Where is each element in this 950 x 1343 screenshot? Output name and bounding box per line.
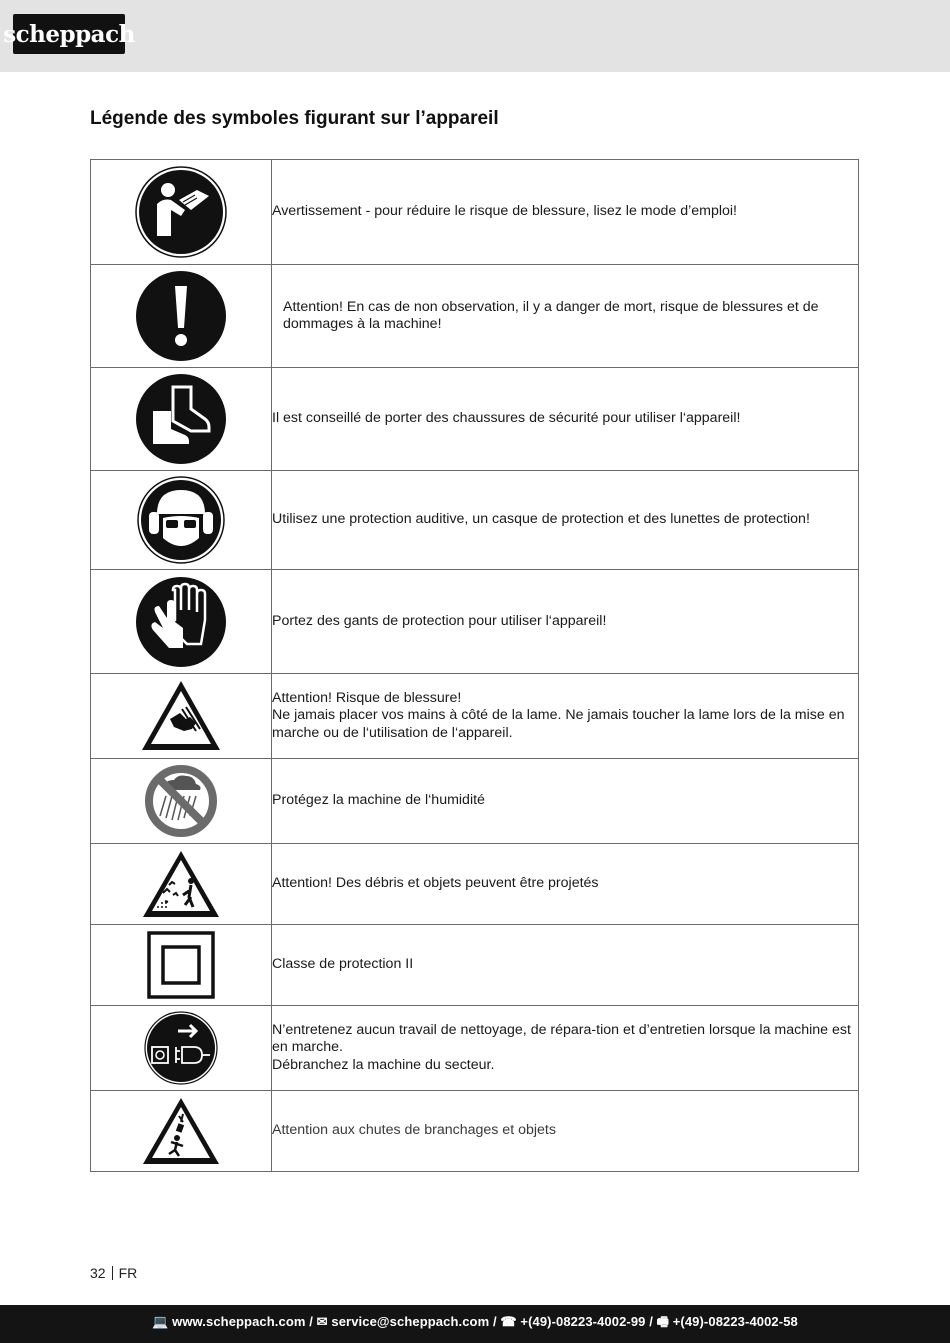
protection-class-2-icon: [147, 931, 215, 999]
symbol-description: Protégez la machine de l‘humidité: [272, 792, 485, 809]
table-row: [91, 1006, 859, 1091]
symbol-description: Utilisez une protection auditive, un casque de protection et des lunettes de protection!: [272, 511, 810, 528]
table-row: [91, 1091, 859, 1172]
no-rain-icon: [144, 764, 218, 838]
table-row: [91, 925, 859, 1006]
symbol-description: Attention aux chutes de branchages et objets: [272, 1122, 556, 1139]
symbol-description: Attention! En cas de non observation, il y a danger de mort, risque de blessures et de dommages à la machine!: [283, 298, 819, 332]
symbol-description: N’entretenez aucun travail de nettoyage, de répara-tion et d’entretien lorsque la machine est en marche.: [272, 1021, 851, 1056]
table-row: [91, 471, 859, 570]
scheppach-logo: scheppach: [13, 14, 125, 54]
hand-blade-warning-icon: [140, 679, 222, 753]
table-row: [91, 160, 859, 265]
unplug-icon: [144, 1011, 218, 1085]
language-code: FR: [118, 1265, 138, 1281]
page-number: [90, 1265, 137, 1281]
symbol-description: Portez des gants de protection pour utiliser l‘appareil!: [272, 612, 607, 629]
symbol-description: Débranchez la machine du secteur.: [272, 1056, 495, 1073]
table-row: [91, 759, 859, 844]
footer-contact: 💻 www.scheppach.com / ✉ service@scheppach.com / ☎ +(49)-08223-4002-99 / 🖷 +(49)-08223-4002-58: [152, 1314, 798, 1329]
page-number-value: 32: [90, 1265, 106, 1281]
page-title: Légende des symboles figurant sur l’appareil: [90, 108, 499, 129]
symbol-description: Attention! Des débris et objets peuvent être projetés: [272, 875, 599, 892]
safety-boot-icon: [135, 373, 227, 465]
header-bar: [0, 0, 950, 72]
symbol-description: Avertissement - pour réduire le risque de blessure, lisez le mode d’emploi!: [272, 203, 737, 220]
helmet-ear-eye-protection-icon: [137, 476, 225, 564]
symbol-description: Il est conseillé de porter des chaussures de sécurité pour utiliser l‘appareil!: [272, 410, 741, 427]
table-row: [91, 368, 859, 471]
symbol-description: Ne jamais placer vos mains à côté de la lame. Ne jamais toucher la lame lors de la mise en marche ou de l‘utilisation de l‘appareil.: [272, 707, 845, 741]
table-row: [91, 265, 859, 368]
symbol-legend-table: [90, 159, 859, 1172]
symbol-description: Attention! Risque de blessure!: [272, 689, 462, 706]
table-row: [91, 674, 859, 759]
read-manual-icon: [135, 166, 227, 258]
table-row: [91, 844, 859, 925]
symbol-description: Classe de protection II: [272, 956, 414, 973]
gloves-icon: [135, 576, 227, 668]
footer-bar: [0, 1305, 950, 1343]
table-row: [91, 570, 859, 674]
flying-debris-warning-icon: [141, 849, 221, 919]
falling-objects-warning-icon: [141, 1096, 221, 1166]
exclamation-icon: [135, 270, 227, 362]
page-number-divider: [112, 1266, 113, 1280]
